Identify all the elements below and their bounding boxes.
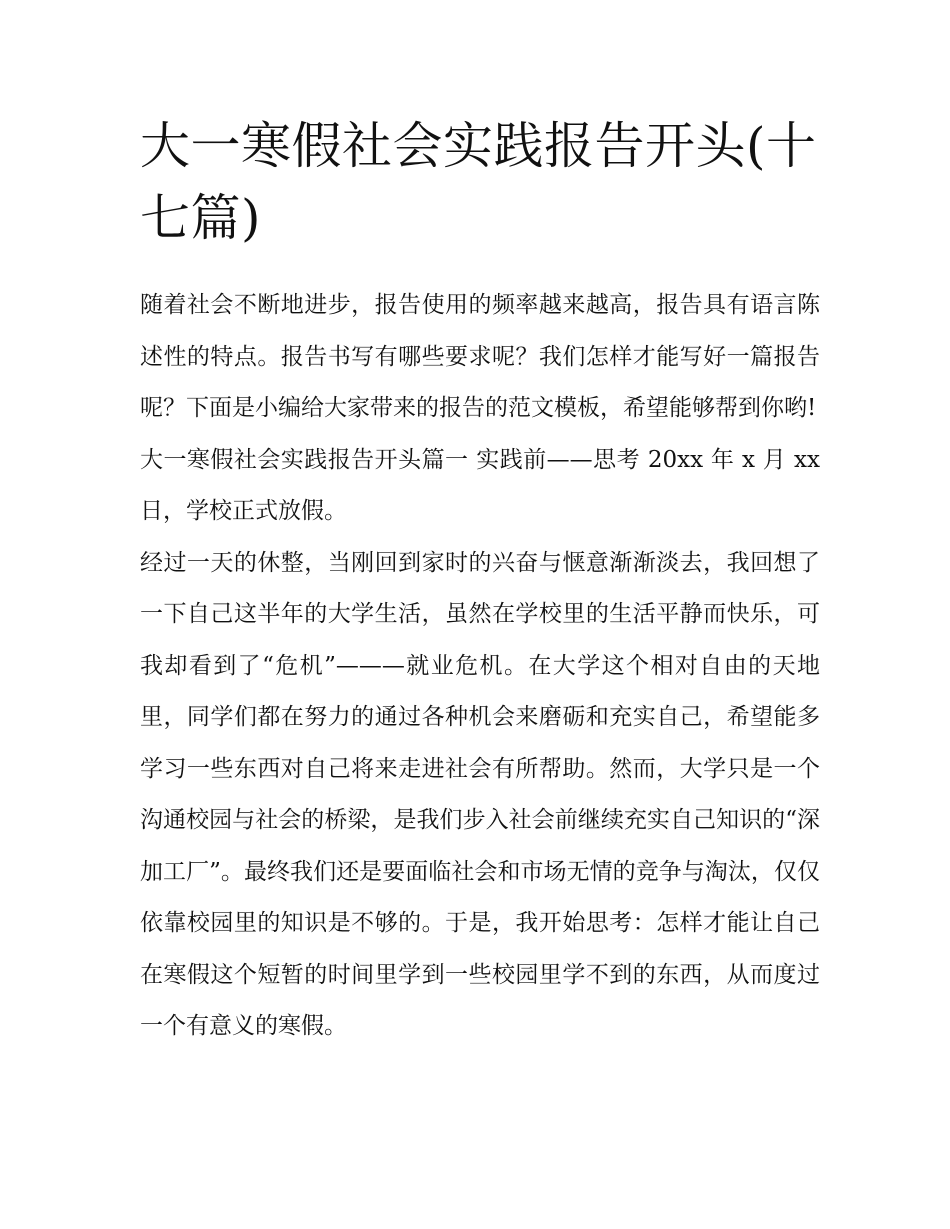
- document-title: 大一寒假社会实践报告开头(十七篇): [140, 117, 817, 247]
- intro-paragraph: 随着社会不断地进步，报告使用的频率越来越高，报告具有语言陈述性的特点。报告书写有哪些要求呢？我们怎样才能写好一篇报告呢？下面是小编给大家带来的报告的范文模板，希望能够帮到你哟!: [140, 292, 820, 421]
- reflection-paragraph: 经过一天的休整，当刚回到家时的兴奋与惬意渐渐淡去，我回想了一下自己这半年的大学生活，虽然在学校里的生活平静而快乐，可我却看到了“危机”———就业危机。在大学这个相对自由的天地里，同学们都在努力的通过各种机会来磨砺和充实自己，希望能多学习一些东西对自己将来走进社会有所帮助。然而，大学只是一个沟通校园与社会的桥梁，是我们步入社会前继续充实自己知识的“深加工厂”。最终我们还是要面临社会和市场无情的竞争与淘汰，仅仅依靠校园里的知识是不够的。于是，我开始思考：怎样才能让自己在寒假这个短暂的时间里学到一些校园里学不到的东西，从而度过一个有意义的寒假。: [140, 549, 820, 1039]
- section-one-heading-paragraph: 大一寒假社会实践报告开头篇一 实践前——思考 20xx 年 x 月 xx 日，学校正式放假。: [140, 446, 820, 524]
- document-body: [140, 280, 820, 1053]
